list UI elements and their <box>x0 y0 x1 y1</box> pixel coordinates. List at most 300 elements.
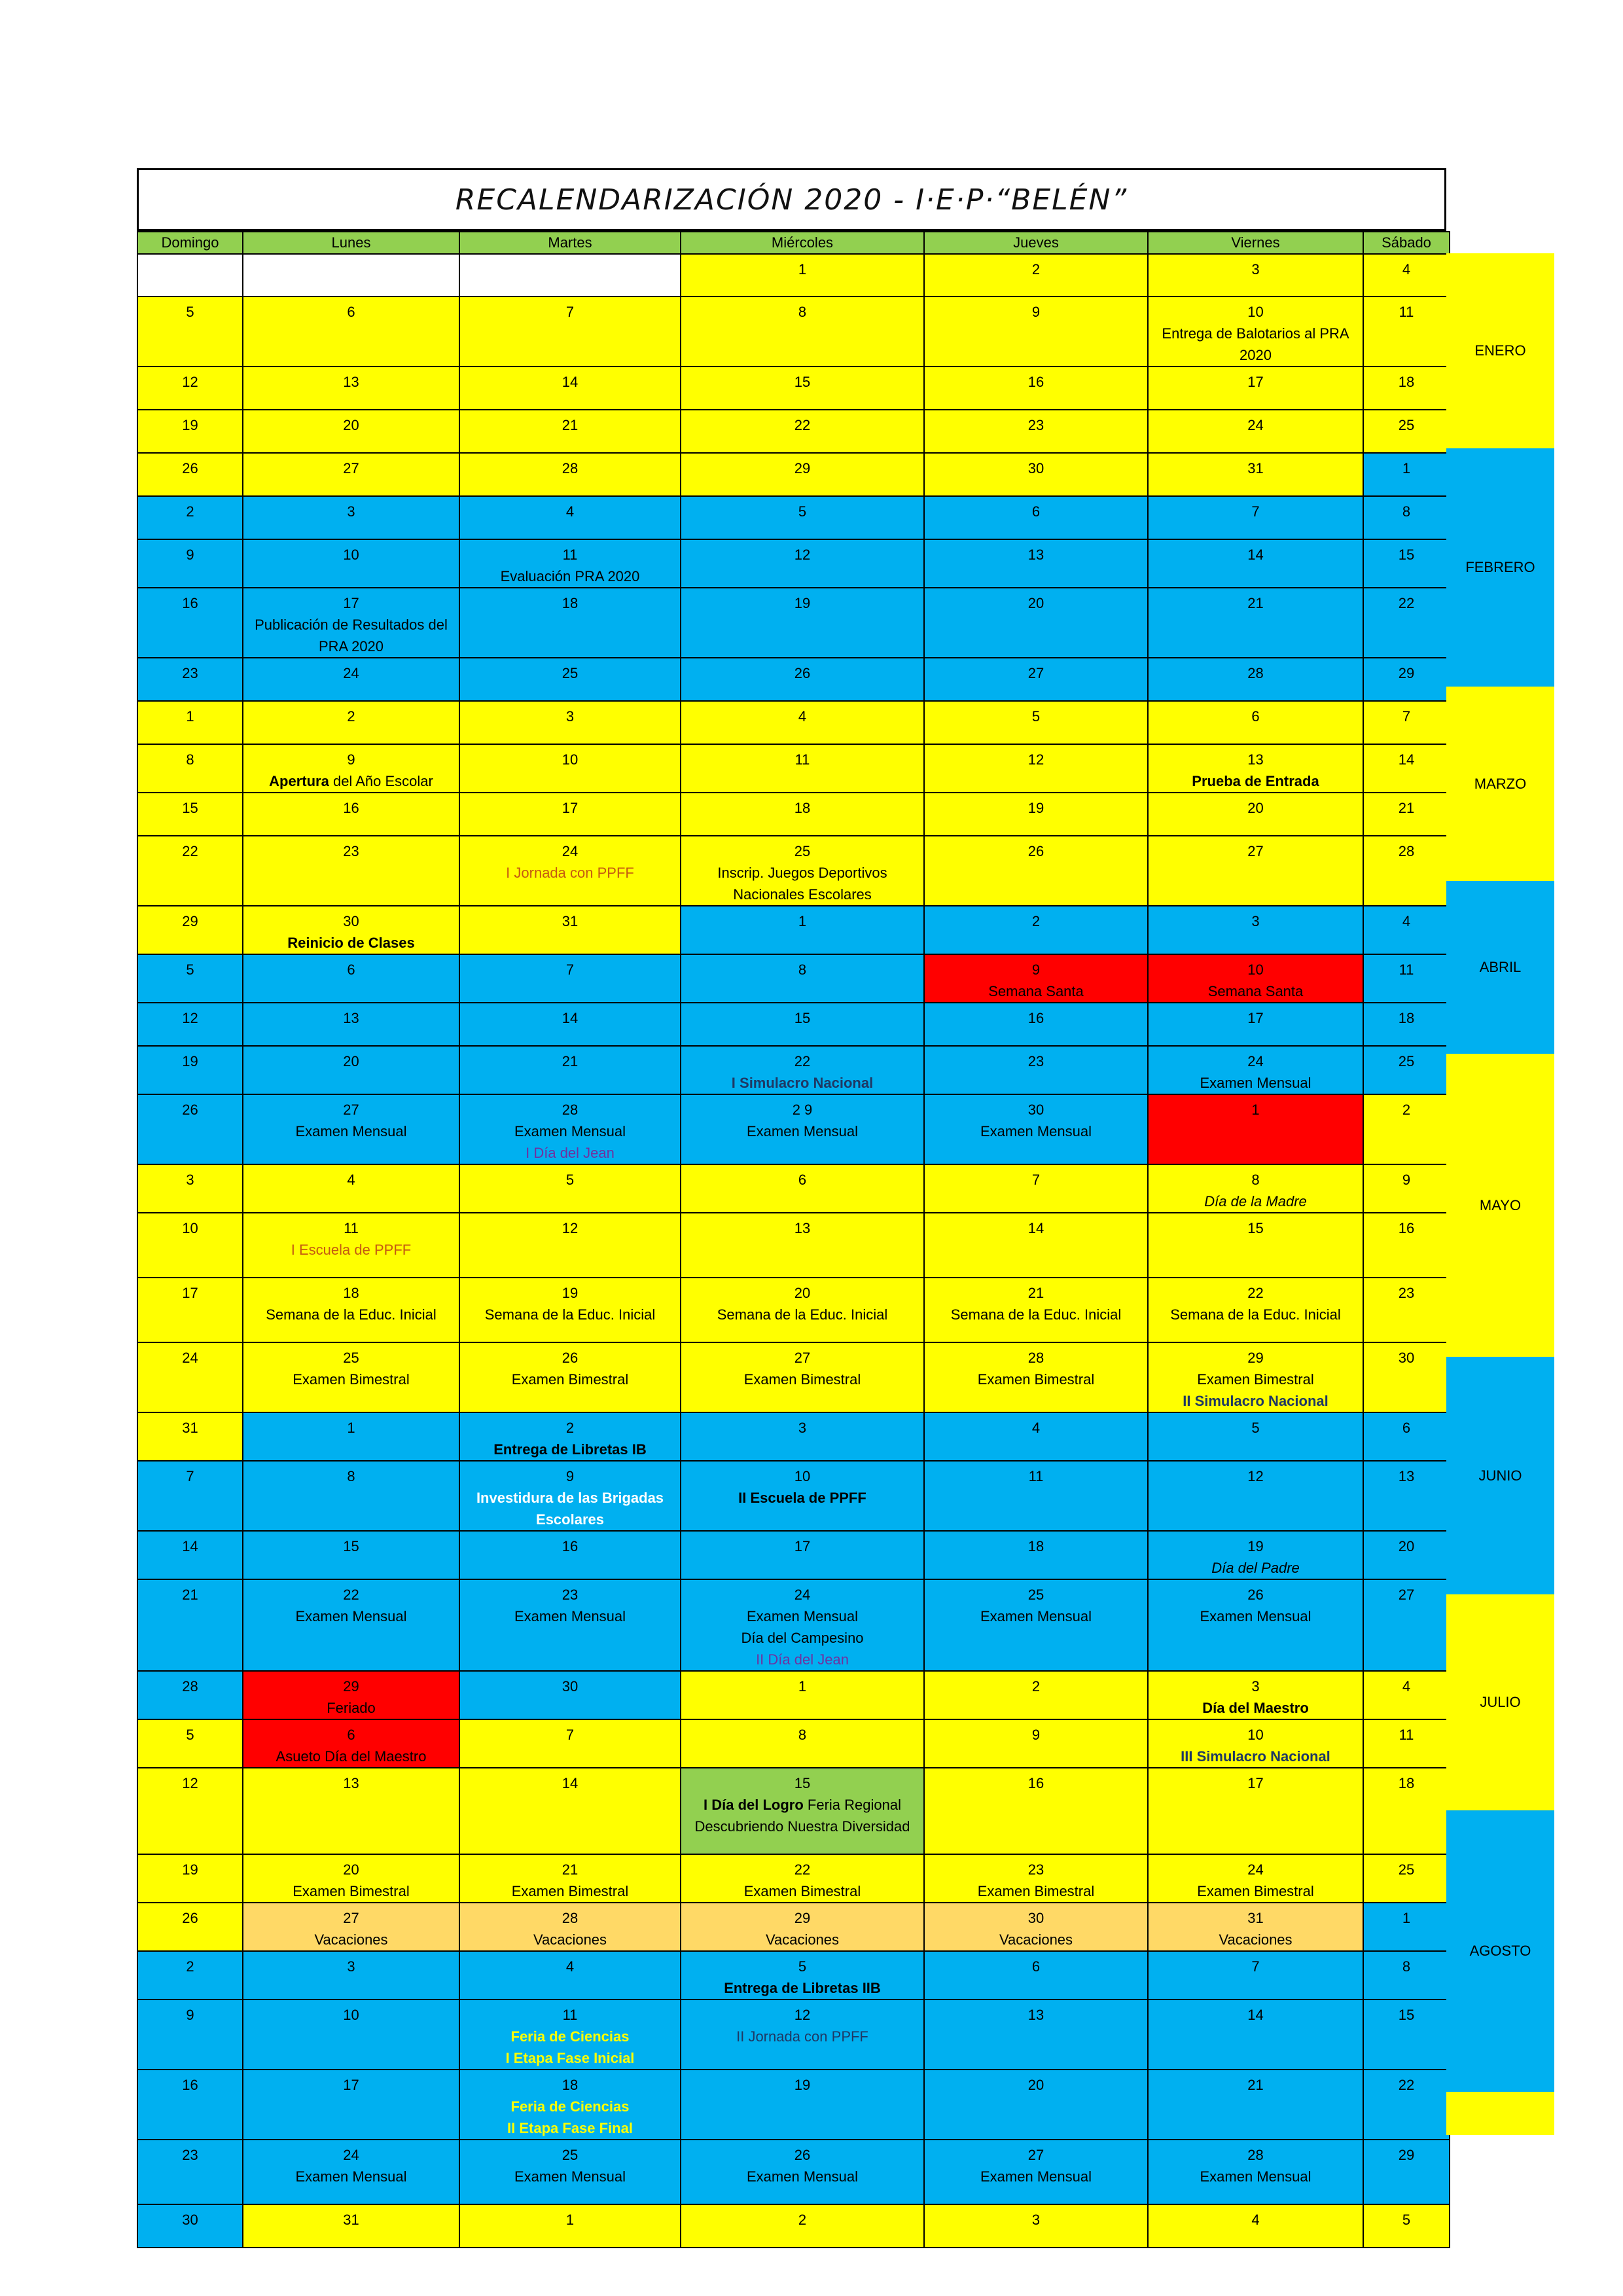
day-number: 29 <box>1247 1350 1264 1366</box>
event-text: Vacaciones <box>999 1931 1073 1948</box>
day-cell <box>459 1768 681 1854</box>
week-row <box>137 1342 1450 1412</box>
day-cell <box>924 793 1148 836</box>
day-cell <box>1148 1951 1363 2000</box>
week-row <box>137 701 1450 744</box>
day-number: 18 <box>562 595 579 611</box>
day-number: 9 <box>1031 1727 1041 1743</box>
day-cell <box>243 954 459 1003</box>
day-cell <box>924 1412 1148 1461</box>
day-number: 13 <box>1398 1468 1415 1484</box>
week-row <box>137 367 1450 410</box>
day-number: 27 <box>1027 665 1044 681</box>
day-cell <box>137 1671 243 1719</box>
week-row <box>137 453 1450 496</box>
day-cell <box>459 1461 681 1531</box>
day-number: 31 <box>562 913 579 929</box>
day-cell <box>924 701 1148 744</box>
week-row <box>137 588 1450 658</box>
event-label <box>684 1794 921 1837</box>
event-text: I Jornada con PPFF <box>506 865 634 881</box>
event-text: Día del Campesino <box>741 1630 864 1646</box>
day-cell <box>1148 1342 1363 1412</box>
event-label <box>927 1605 1145 1627</box>
calendar-grid <box>137 231 1450 2248</box>
day-number: 20 <box>794 1285 811 1301</box>
day-number: 4 <box>1402 261 1411 278</box>
event-label <box>246 1929 456 1950</box>
event-text: Vacaciones <box>314 1931 388 1948</box>
day-number: 21 <box>562 1053 579 1069</box>
week-row <box>137 1164 1450 1213</box>
day-cell <box>243 906 459 954</box>
day-cell <box>681 1213 924 1278</box>
day-cell <box>137 588 243 658</box>
day-cell <box>681 793 924 836</box>
day-number: 15 <box>794 1775 811 1791</box>
day-number: 2 <box>186 1958 194 1975</box>
day-cell <box>459 1951 681 2000</box>
day-cell <box>1363 453 1450 496</box>
day-number: 17 <box>343 595 359 611</box>
day-cell <box>1148 954 1363 1003</box>
week-row <box>137 954 1450 1003</box>
day-cell <box>1363 954 1450 1003</box>
day-number: 27 <box>343 460 359 476</box>
day-cell <box>681 2140 924 2204</box>
day-cell <box>924 744 1148 793</box>
day-number: 6 <box>347 961 355 978</box>
day-number: 26 <box>1027 843 1044 859</box>
day-number: 1 <box>1402 1910 1411 1926</box>
week-row <box>137 1719 1450 1768</box>
day-number: 4 <box>565 503 575 520</box>
event-label <box>246 770 456 792</box>
day-cell <box>243 1903 459 1951</box>
weekday-header: Jueves <box>924 232 1148 254</box>
day-cell <box>924 2000 1148 2070</box>
day-cell <box>924 658 1148 701</box>
day-number: 7 <box>565 304 575 320</box>
day-cell <box>1148 2204 1363 2248</box>
day-number: 9 <box>1031 304 1041 320</box>
day-cell <box>459 254 681 296</box>
day-cell <box>137 1579 243 1671</box>
day-number: 5 <box>186 1727 194 1743</box>
day-number: 22 <box>182 843 198 859</box>
day-number: 9 <box>1031 961 1041 978</box>
day-cell <box>1363 296 1450 367</box>
day-number: 12 <box>1027 751 1044 768</box>
day-cell <box>137 539 243 588</box>
day-cell <box>1363 496 1450 539</box>
day-number: 19 <box>794 2077 811 2093</box>
day-cell <box>1363 793 1450 836</box>
day-number: 8 <box>1402 1958 1411 1975</box>
event-text: Evaluación PRA 2020 <box>500 568 640 584</box>
day-cell <box>1363 1342 1450 1412</box>
day-number: 12 <box>182 1010 198 1026</box>
day-cell <box>459 744 681 793</box>
day-number: 2 <box>1402 1102 1411 1118</box>
day-cell <box>137 453 243 496</box>
day-cell <box>1148 1768 1363 1854</box>
week-row <box>137 1046 1450 1094</box>
day-cell <box>137 496 243 539</box>
event-text: Examen Mensual <box>295 2168 407 2185</box>
weekday-header-row <box>137 232 1450 254</box>
event-text: Feriado <box>327 1700 376 1716</box>
event-text: Entrega de Libretas IB <box>493 1441 647 1458</box>
day-cell <box>137 793 243 836</box>
day-cell <box>243 836 459 906</box>
day-number: 23 <box>562 1587 579 1603</box>
event-label <box>463 565 677 587</box>
day-number: 20 <box>1027 595 1044 611</box>
day-cell <box>924 1719 1148 1768</box>
day-number: 10 <box>343 2007 359 2023</box>
day-number: 4 <box>1031 1420 1041 1436</box>
day-number: 25 <box>1398 1861 1415 1878</box>
day-cell <box>459 410 681 453</box>
event-text: III Simulacro Nacional <box>1181 1748 1330 1765</box>
day-cell <box>137 906 243 954</box>
event-text: Examen Bimestral <box>743 1883 861 1899</box>
event-text: Semana de la Educ. Inicial <box>484 1306 656 1323</box>
week-row <box>137 410 1450 453</box>
day-cell <box>459 1671 681 1719</box>
day-number: 9 <box>347 751 355 768</box>
day-cell <box>1363 1854 1450 1903</box>
day-cell <box>459 1579 681 1671</box>
day-number: 15 <box>794 1010 811 1026</box>
day-cell <box>1363 1046 1450 1094</box>
day-cell <box>459 2204 681 2248</box>
week-row <box>137 906 1450 954</box>
day-number: 29 <box>1398 2147 1415 2163</box>
day-number: 6 <box>347 1727 355 1743</box>
day-number: 22 <box>343 1587 359 1603</box>
week-row <box>137 496 1450 539</box>
day-cell <box>1148 793 1363 836</box>
day-cell <box>1148 1213 1363 1278</box>
day-cell <box>924 1278 1148 1342</box>
day-cell <box>1148 1094 1363 1164</box>
day-number: 31 <box>182 1420 198 1436</box>
day-cell <box>459 836 681 906</box>
day-cell <box>459 2140 681 2204</box>
month-label-junio <box>1446 1357 1554 1594</box>
day-cell <box>137 1278 243 1342</box>
day-cell <box>1363 1719 1450 1768</box>
day-number: 18 <box>562 2077 579 2093</box>
day-cell <box>681 744 924 793</box>
day-number: 17 <box>1247 1010 1264 1026</box>
day-cell <box>924 1671 1148 1719</box>
event-text: Apertura <box>269 773 329 789</box>
day-cell <box>137 2070 243 2140</box>
day-number: 5 <box>1402 2212 1411 2228</box>
day-number: 1 <box>565 2212 575 2228</box>
event-label <box>463 1605 677 1627</box>
day-cell <box>924 453 1148 496</box>
day-number: 11 <box>562 2007 578 2023</box>
day-number: 8 <box>186 751 194 768</box>
day-cell <box>459 539 681 588</box>
day-number: 12 <box>794 547 811 563</box>
day-cell <box>1363 1003 1450 1046</box>
event-label <box>927 1121 1145 1142</box>
day-number: 22 <box>794 1861 811 1878</box>
event-text: Examen Bimestral <box>977 1371 1095 1388</box>
event-text-tail: Feria Regional Descubriendo Nuestra Diversidad <box>694 1797 910 1835</box>
day-number: 23 <box>1027 417 1044 433</box>
day-number: 8 <box>1402 503 1411 520</box>
event-label <box>1151 1557 1360 1579</box>
day-number: 1 <box>347 1420 355 1436</box>
day-number: 17 <box>182 1285 198 1301</box>
day-cell <box>137 1854 243 1903</box>
day-number: 30 <box>1398 1350 1415 1366</box>
day-cell <box>681 1342 924 1412</box>
day-cell <box>1363 1768 1450 1854</box>
day-number: 30 <box>1027 460 1044 476</box>
day-number: 2 <box>1031 913 1041 929</box>
event-text: II Simulacro Nacional <box>1183 1393 1329 1409</box>
day-cell <box>1148 1671 1363 1719</box>
event-label <box>1151 1390 1360 1412</box>
day-number: 10 <box>1247 1727 1264 1743</box>
month-name: JULIO <box>1480 1694 1521 1710</box>
day-cell <box>681 2000 924 2070</box>
event-text: Reinicio de Clases <box>287 935 415 951</box>
day-number: 26 <box>794 665 811 681</box>
event-label <box>927 1304 1145 1325</box>
day-number: 11 <box>794 751 810 768</box>
day-cell <box>681 296 924 367</box>
day-cell <box>1148 1461 1363 1531</box>
day-cell <box>1363 367 1450 410</box>
day-cell <box>924 954 1148 1003</box>
day-number: 17 <box>343 2077 359 2093</box>
month-name: FEBRERO <box>1465 559 1535 575</box>
event-label <box>1151 1880 1360 1902</box>
day-number: 18 <box>1398 1775 1415 1791</box>
day-number: 21 <box>562 1861 579 1878</box>
event-text: Examen Mensual <box>514 1608 626 1624</box>
event-label <box>684 1649 921 1670</box>
day-cell <box>137 1342 243 1412</box>
day-cell <box>681 496 924 539</box>
day-number: 26 <box>182 1102 198 1118</box>
day-cell <box>1363 1671 1450 1719</box>
day-cell <box>1148 2140 1363 2204</box>
week-row <box>137 836 1450 906</box>
day-cell <box>1363 1412 1450 1461</box>
weekday-header: Miércoles <box>681 232 924 254</box>
day-cell <box>1363 1164 1450 1213</box>
day-cell <box>924 836 1148 906</box>
day-cell <box>459 793 681 836</box>
calendar-title-text: RECALENDARIZACIÓN 2020 - I·E·P·“BELÉN” <box>455 183 1128 217</box>
day-cell <box>137 1412 243 1461</box>
day-number: 7 <box>1402 708 1411 725</box>
day-number: 14 <box>562 1775 579 1791</box>
day-number: 2 <box>565 1420 575 1436</box>
event-label <box>684 862 921 905</box>
week-row <box>137 793 1450 836</box>
day-cell <box>1363 2000 1450 2070</box>
week-row <box>137 1671 1450 1719</box>
event-text: Examen Mensual <box>980 1123 1092 1139</box>
day-cell <box>924 1531 1148 1579</box>
day-cell <box>459 367 681 410</box>
day-cell <box>243 1342 459 1412</box>
day-cell <box>681 658 924 701</box>
day-cell <box>137 2140 243 2204</box>
day-cell <box>137 1164 243 1213</box>
event-text: I Día del Logro <box>704 1797 804 1813</box>
day-cell <box>924 1579 1148 1671</box>
day-cell <box>681 1903 924 1951</box>
month-label-mayo <box>1446 1054 1554 1357</box>
day-cell <box>243 1768 459 1854</box>
event-label <box>463 2117 677 2139</box>
day-number: 6 <box>1402 1420 1411 1436</box>
day-cell <box>681 836 924 906</box>
day-number: 15 <box>1247 1220 1264 1236</box>
day-cell <box>1148 658 1363 701</box>
event-label <box>1151 770 1360 792</box>
event-label <box>927 980 1145 1002</box>
event-label <box>463 2096 677 2117</box>
day-number: 7 <box>565 1727 575 1743</box>
day-cell <box>243 1531 459 1579</box>
day-number: 15 <box>794 374 811 390</box>
day-cell <box>243 588 459 658</box>
day-cell <box>681 1951 924 2000</box>
day-cell <box>1148 744 1363 793</box>
day-number: 19 <box>562 1285 579 1301</box>
day-cell <box>459 906 681 954</box>
day-number: 4 <box>1251 2212 1260 2228</box>
day-number: 13 <box>1027 2007 1044 2023</box>
day-cell <box>243 744 459 793</box>
day-number: 5 <box>186 961 194 978</box>
day-cell <box>681 1412 924 1461</box>
event-label <box>1151 1746 1360 1767</box>
day-number: 26 <box>562 1350 579 1366</box>
day-number: 16 <box>1398 1220 1415 1236</box>
day-cell <box>459 701 681 744</box>
day-cell <box>1148 906 1363 954</box>
day-number: 2 <box>798 2212 807 2228</box>
day-number: 28 <box>1027 1350 1044 1366</box>
day-cell <box>137 1461 243 1531</box>
day-cell <box>681 539 924 588</box>
week-row <box>137 539 1450 588</box>
day-number: 19 <box>182 417 198 433</box>
day-number: 15 <box>182 800 198 816</box>
day-cell <box>137 744 243 793</box>
day-number: 18 <box>1398 1010 1415 1026</box>
day-cell <box>1148 367 1363 410</box>
event-label <box>1151 980 1360 1002</box>
day-cell <box>681 2204 924 2248</box>
day-number: 23 <box>343 843 359 859</box>
day-number: 6 <box>1031 1958 1041 1975</box>
event-text: Examen Mensual <box>980 2168 1092 2185</box>
day-number: 28 <box>562 460 579 476</box>
day-number: 25 <box>562 2147 579 2163</box>
day-cell <box>459 954 681 1003</box>
day-number: 11 <box>1028 1468 1044 1484</box>
day-cell <box>1148 496 1363 539</box>
event-text: Examen Bimestral <box>511 1371 629 1388</box>
day-cell <box>243 793 459 836</box>
day-cell <box>1148 701 1363 744</box>
day-number: 19 <box>794 595 811 611</box>
day-number: 28 <box>562 1910 579 1926</box>
day-number: 13 <box>1247 751 1264 768</box>
event-label <box>246 1880 456 1902</box>
day-cell <box>243 1278 459 1342</box>
week-row <box>137 1531 1450 1579</box>
day-number: 14 <box>562 1010 579 1026</box>
event-text: Examen Mensual <box>1200 1075 1311 1091</box>
event-text: Examen Bimestral <box>743 1371 861 1388</box>
day-number: 2 9 <box>792 1102 813 1118</box>
day-number: 2 <box>1031 1678 1041 1695</box>
day-cell <box>243 1951 459 2000</box>
week-row <box>137 1461 1450 1531</box>
day-number: 11 <box>562 547 578 563</box>
day-cell <box>243 1671 459 1719</box>
day-cell <box>681 1854 924 1903</box>
event-text: Examen Bimestral <box>511 1883 629 1899</box>
day-cell <box>137 1768 243 1854</box>
day-cell <box>1363 1951 1450 2000</box>
day-cell <box>1148 539 1363 588</box>
day-cell <box>1363 658 1450 701</box>
day-cell <box>1148 1719 1363 1768</box>
day-number: 22 <box>1398 2077 1415 2093</box>
day-cell <box>459 1342 681 1412</box>
event-label <box>463 1487 677 1530</box>
day-cell <box>924 1213 1148 1278</box>
day-number: 1 <box>798 1678 807 1695</box>
day-cell <box>137 2204 243 2248</box>
day-cell <box>1363 2204 1450 2248</box>
event-label <box>246 1239 456 1261</box>
week-row <box>137 1278 1450 1342</box>
day-cell <box>1363 744 1450 793</box>
month-label-marzo <box>1446 687 1554 881</box>
event-label <box>463 1142 677 1164</box>
day-cell <box>924 2070 1148 2140</box>
event-text: Examen Mensual <box>747 1608 858 1624</box>
day-number: 7 <box>1251 503 1260 520</box>
day-cell <box>1363 836 1450 906</box>
event-label <box>463 2166 677 2187</box>
event-label <box>684 1605 921 1627</box>
day-cell <box>924 1046 1148 1094</box>
day-number: 12 <box>1247 1468 1264 1484</box>
month-name: ABRIL <box>1479 959 1522 975</box>
week-row <box>137 658 1450 701</box>
event-text: Semana Santa <box>1207 983 1304 999</box>
month-name: MAYO <box>1479 1196 1522 1213</box>
